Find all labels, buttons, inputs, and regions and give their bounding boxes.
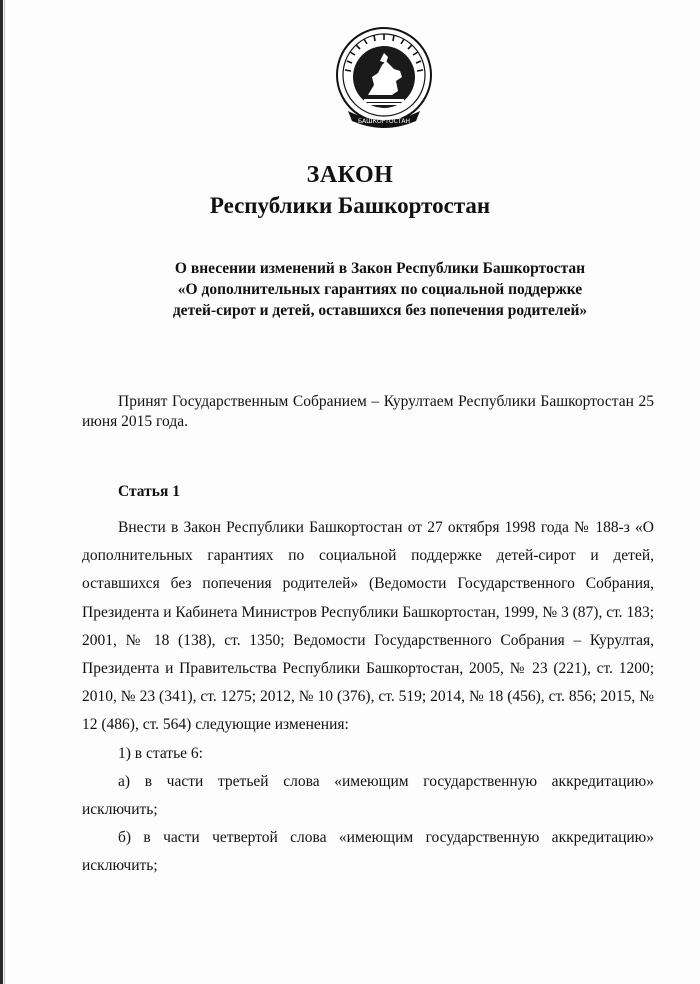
law-subject bbox=[110, 258, 650, 321]
article-paragraph bbox=[82, 740, 654, 768]
paragraph-text: а) в части третьей слова «имеющим государственную аккредитацию» исключить; bbox=[82, 772, 654, 819]
article-paragraph bbox=[82, 514, 654, 740]
subject-line-2: «О дополнительных гарантиях по социальной поддержке bbox=[177, 281, 583, 298]
coat-of-arms-emblem bbox=[334, 25, 434, 135]
article-paragraph bbox=[82, 768, 654, 824]
article-heading: Статья 1 bbox=[118, 483, 180, 500]
subject-line-3: детей-сирот и детей, оставшихся без попечения родителей» bbox=[172, 302, 588, 319]
paragraph-text: б) в части четвертой слова «имеющим государственную аккредитацию» исключить; bbox=[82, 829, 654, 875]
paragraph-text: Внести в Закон Республики Башкортостан от 27 октября 1998 года № 188-з «О дополнительных гарантиях по социальной поддержке детей-сирот и детей, оставшихся без попечения родителей» (Ведомости Государственного Собрания, Президента и Кабинета Министров Республики Башкортостан, 1999, № 3 (87), ст. 183; 2001, № 18 (138), ст. 1350; Ведомости Государственного Собрания – Курултая, Президента и Правительства Республики Башкортостан, 2005, № 23 (221), ст. 1200; 2010, № 23 (341), ст. 1275; 2012, № 10 (376), ст. 519; 2014, № 18 (456), ст. 856; 2015, № 12 (486), ст. 564) следующие изменения: bbox=[82, 519, 654, 734]
paragraph-text: 1) в статье 6: bbox=[118, 744, 203, 762]
subject-line-1: О внесении изменений в Закон Республики Башкортостан bbox=[174, 260, 586, 277]
article-body bbox=[82, 514, 654, 881]
scan-edge-line bbox=[4, 0, 5, 984]
emblem-ribbon-text: БАШКОРТОСТАН bbox=[357, 118, 411, 125]
law-republic-title: Республики Башкортостан bbox=[209, 193, 491, 218]
adoption-statement bbox=[82, 392, 654, 432]
scan-edge bbox=[0, 0, 3, 984]
law-title: ЗАКОН bbox=[306, 162, 394, 188]
article-paragraph bbox=[82, 824, 654, 880]
adoption-text: Принят Государственным Собранием – Курултаем Республики Башкортостан 25 июня 2015 года. bbox=[82, 393, 654, 430]
